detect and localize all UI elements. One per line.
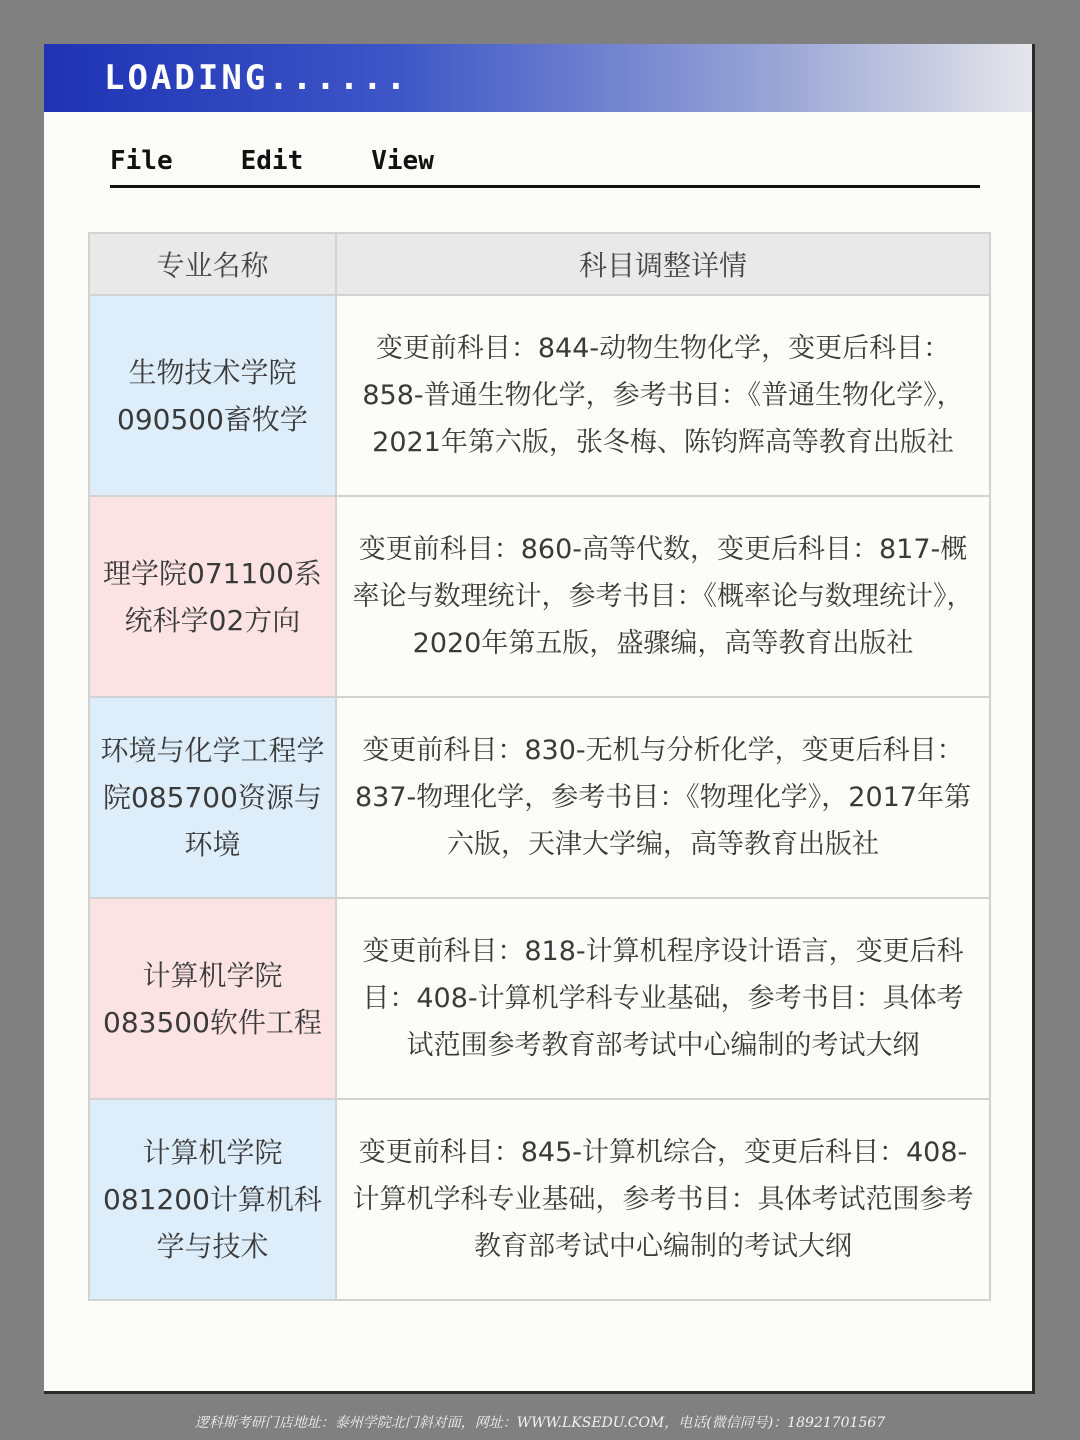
detail-cell: 变更前科目：818-计算机程序设计语言，变更后科目：408-计算机学科专业基础，参考书目：具体考试范围参考教育部考试中心编制的考试大纲 xyxy=(336,898,990,1099)
header-detail: 科目调整详情 xyxy=(336,233,990,295)
major-cell: 计算机学院081200计算机科学与技术 xyxy=(89,1099,336,1300)
footer-contact: 逻科斯考研门店地址：泰州学院北门斜对面，网址：WWW.LKSEDU.COM，电话(微信同号)：18921701567 xyxy=(194,1415,886,1431)
menu-bar xyxy=(110,136,980,188)
table-row xyxy=(89,496,990,697)
app-window xyxy=(44,44,1035,1394)
detail-cell: 变更前科目：860-高等代数，变更后科目：817-概率论与数理统计，参考书目：《概率论与数理统计》，2020年第五版，盛骤编，高等教育出版社 xyxy=(336,496,990,697)
detail-cell: 变更前科目：830-无机与分析化学，变更后科目：837-物理化学，参考书目：《物理化学》，2017年第六版，天津大学编，高等教育出版社 xyxy=(336,697,990,898)
table-row xyxy=(89,697,990,898)
menu-view[interactable]: View xyxy=(371,145,434,176)
menu-file[interactable]: File xyxy=(110,145,173,176)
window-title: LOADING...... xyxy=(104,58,410,98)
major-cell: 环境与化学工程学院085700资源与环境 xyxy=(89,697,336,898)
menu-edit[interactable]: Edit xyxy=(240,145,304,176)
major-cell: 理学院071100系统科学02方向 xyxy=(89,496,336,697)
adjustment-table xyxy=(88,232,991,1301)
table-row xyxy=(89,898,990,1099)
header-major: 专业名称 xyxy=(89,233,336,295)
detail-cell: 变更前科目：845-计算机综合，变更后科目：408-计算机学科专业基础，参考书目：具体考试范围参考教育部考试中心编制的考试大纲 xyxy=(336,1099,990,1300)
title-bar[interactable] xyxy=(44,44,1032,112)
table-row xyxy=(89,1099,990,1300)
table-row xyxy=(89,295,990,496)
major-cell: 计算机学院083500软件工程 xyxy=(89,898,336,1099)
major-cell: 生物技术学院090500畜牧学 xyxy=(89,295,336,496)
table-header-row xyxy=(89,233,990,295)
detail-cell: 变更前科目：844-动物生物化学，变更后科目：858-普通生物化学，参考书目：《普通生物化学》，2021年第六版，张冬梅、陈钧辉高等教育出版社 xyxy=(336,295,990,496)
